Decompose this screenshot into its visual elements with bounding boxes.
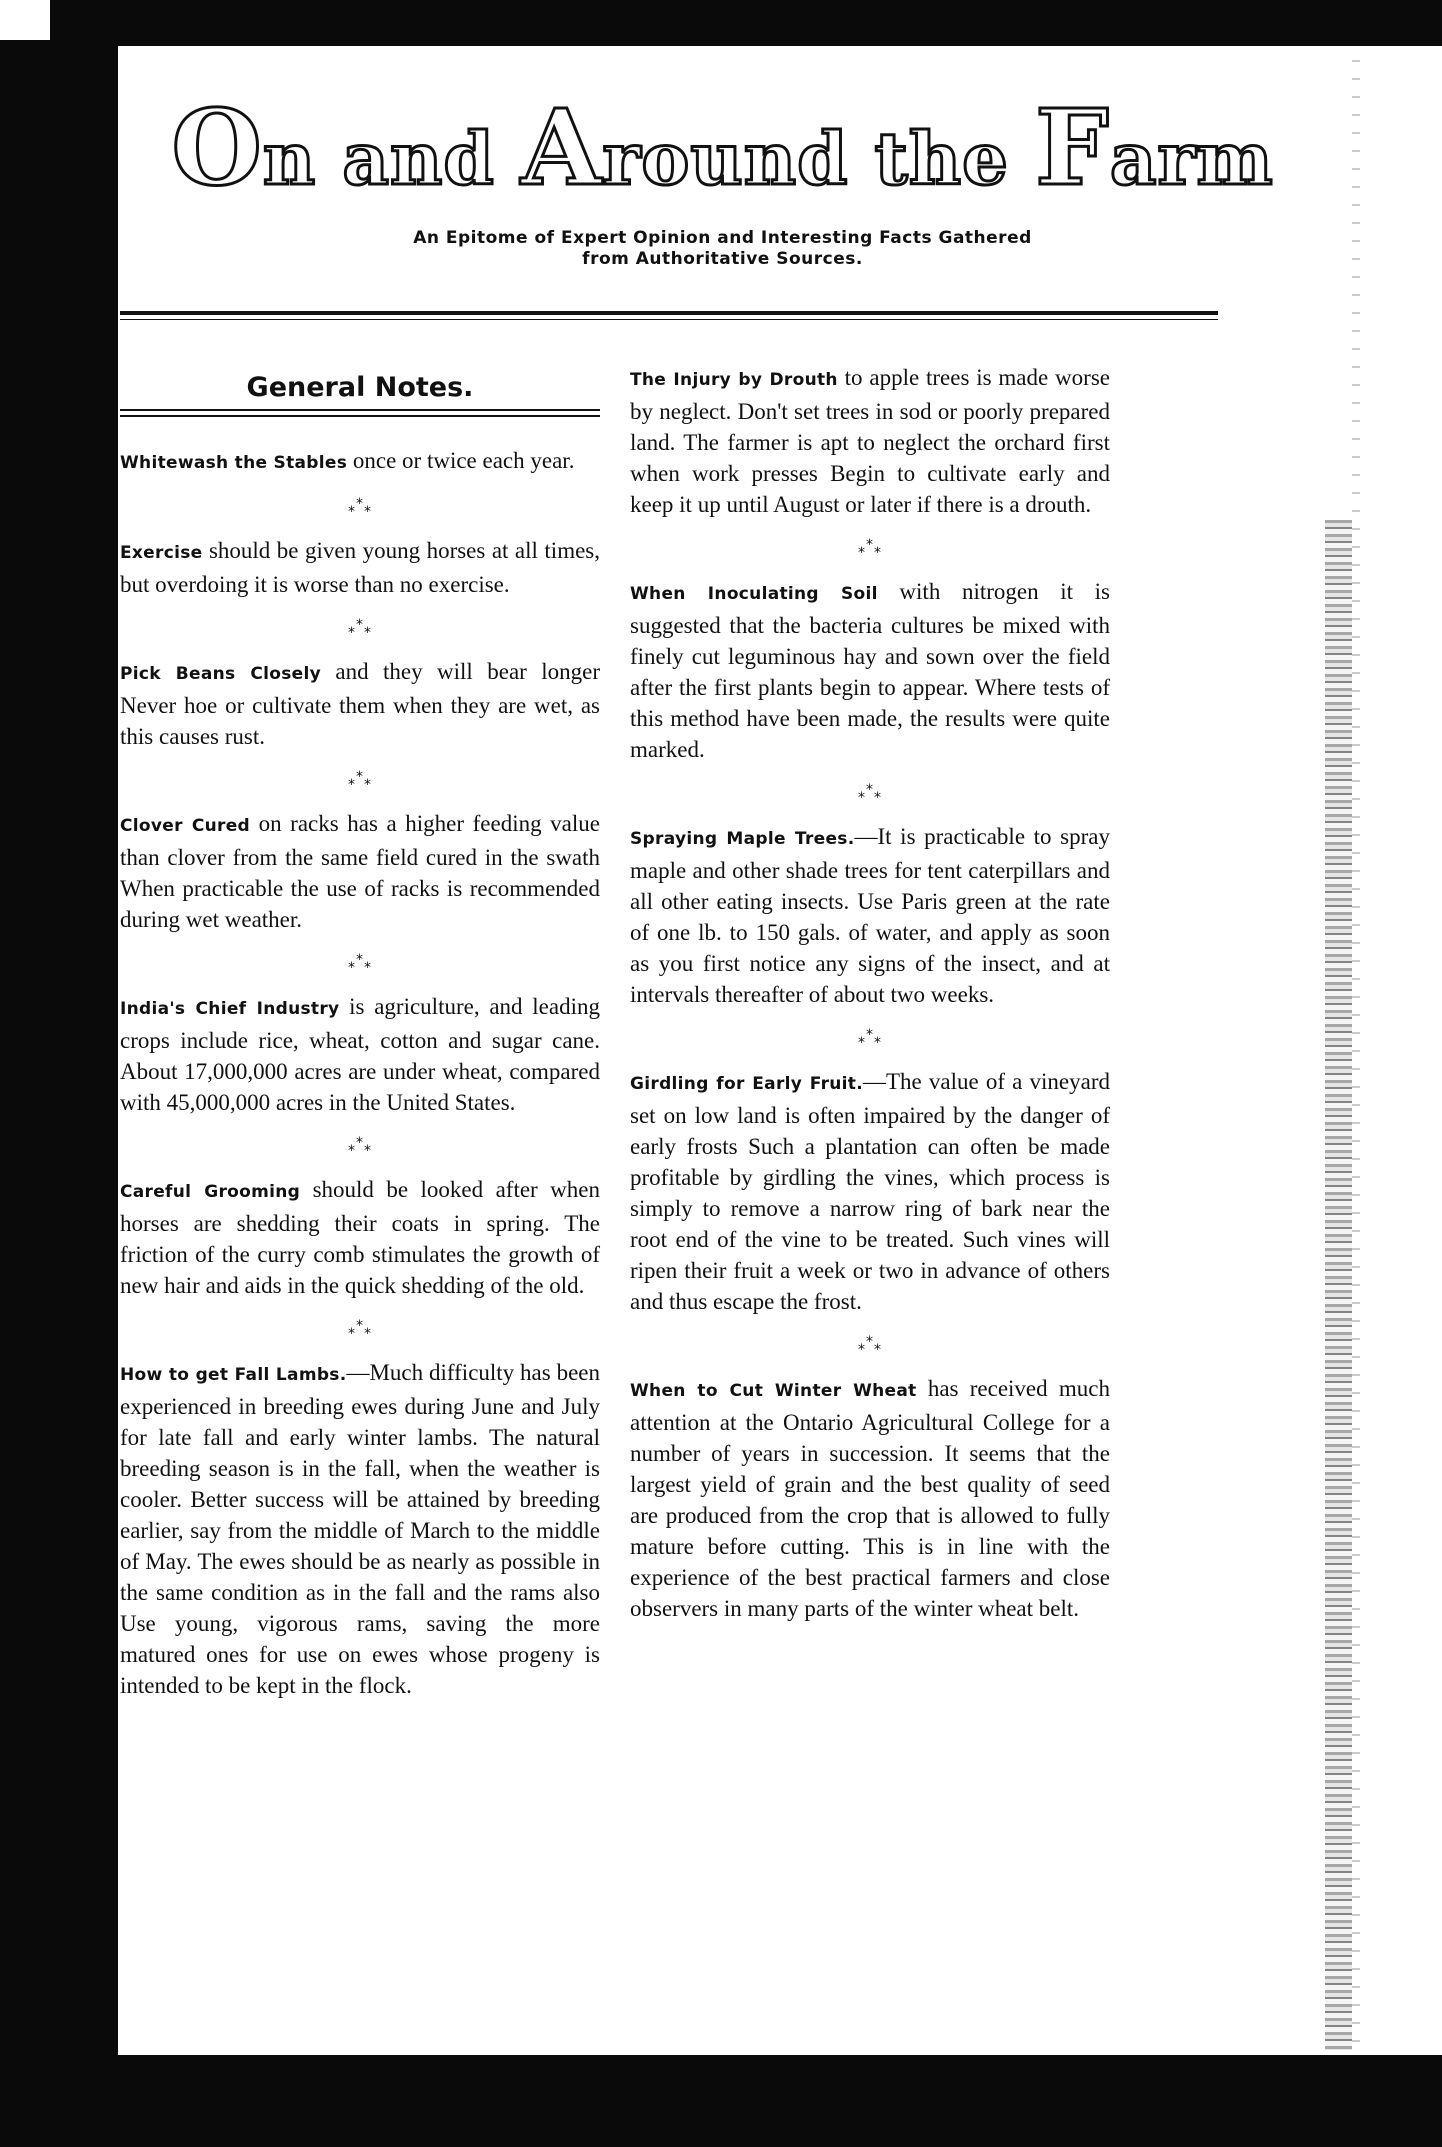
note-text: —The value of a vineyard set on low land is often impaired by the danger of early frosts Such a plantation can often be made profitable by girdling the vines, which process is simply to remove a narrow ring of bark near the root end of the vine to be treated. Such vines will ripen their fruit a week or two in advance of others and thus escape the frost. <box>630 1069 1110 1314</box>
note-lead: Careful Grooming <box>120 1182 301 1202</box>
note-text: should be looked after when horses are shedding their coats in spring. The friction of the curry comb stimulates the growth of new hair and aids in the quick shedding of the old. <box>120 1177 600 1298</box>
note-lead: When Inoculating Soil <box>630 584 878 604</box>
right-notes <box>630 362 1110 1624</box>
note-lead: Pick Beans Closely <box>120 664 321 684</box>
asterism-divider: *** <box>858 782 882 806</box>
note-text: once or twice each year. <box>347 448 575 473</box>
newspaper-page <box>120 46 1325 2051</box>
left-note-6 <box>120 1174 600 1301</box>
asterism-divider: *** <box>858 1334 882 1358</box>
right-note-5 <box>630 1373 1110 1624</box>
asterism-divider: *** <box>348 952 372 976</box>
note-lead: Clover Cured <box>120 816 250 836</box>
scan-border-left <box>0 40 118 2147</box>
asterism-divider: *** <box>348 496 372 520</box>
left-column <box>120 362 600 1701</box>
scan-edge-right <box>1322 520 1352 2050</box>
left-notes <box>120 445 600 1701</box>
note-lead: Exercise <box>120 543 203 563</box>
scan-edge-right-dots <box>1352 60 1360 2050</box>
note-lead: The Injury by Drouth <box>630 370 838 390</box>
note-lead: Whitewash the Stables <box>120 453 348 473</box>
left-note-2 <box>120 535 600 600</box>
asterism-divider: *** <box>858 1027 882 1051</box>
note-lead: Girdling for Early Fruit. <box>630 1074 863 1094</box>
right-note-2 <box>630 576 1110 765</box>
note-text: should be given young horses at all times, but overdoing it is worse than no exercise. <box>120 538 600 597</box>
masthead-title: On and Around the Farm <box>171 86 1274 209</box>
masthead-rule-thin <box>120 319 1218 320</box>
right-note-1 <box>630 362 1110 520</box>
note-text: with nitrogen it is suggested that the bacteria cultures be mixed with finely cut leguminous hay and sown over the field after the first plants begin to appear. Where tests of this method have been made, the results were quite marked. <box>630 579 1110 762</box>
note-lead: Spraying Maple Trees. <box>630 829 855 849</box>
note-text: on racks has a higher feeding value than clover from the same field cured in the swath When practicable the use of racks is recommended during wet weather. <box>120 811 600 932</box>
note-text: to apple trees is made worse by neglect. Don't set trees in sod or poorly prepared land. The farmer is apt to neglect the orchard first when work presses Begin to cultivate early and keep it up until August or later if there is a drouth. <box>630 365 1110 517</box>
note-text: has received much attention at the Ontario Agricultural College for a number of years in succession. It seems that the largest yield of grain and the best quality of seed are produced from the crop that is allowed to fully mature before cutting. This is in line with the experience of the best practical farmers and close observers in many parts of the winter wheat belt. <box>630 1376 1110 1621</box>
masthead <box>120 86 1325 271</box>
right-note-4 <box>630 1066 1110 1317</box>
left-note-5 <box>120 991 600 1118</box>
left-note-1 <box>120 445 600 479</box>
asterism-divider: *** <box>348 1135 372 1159</box>
subtitle-line-2: from Authoritative Sources. <box>582 249 863 270</box>
note-text: and they will bear longer Never hoe or cultivate them when they are wet, as this causes rust. <box>120 659 600 749</box>
asterism-divider: *** <box>348 617 372 641</box>
masthead-rule <box>120 311 1218 315</box>
subtitle-line-1: An Epitome of Expert Opinion and Interesting Facts Gathered <box>413 228 1032 248</box>
right-column <box>630 362 1110 1624</box>
note-text: —Much difficulty has been experienced in breeding ewes during June and July for late fall and early winter lambs. The natural breeding season is in the fall, when the weather is cooler. Better success will be attained by breeding earlier, say from the middle of March to the middle of May. The ewes should be as nearly as possible in the same condition as in the fall and the rams also Use young, vigorous rams, saving the more matured ones for use on ewes whose progeny is intended to be kept in the flock. <box>120 1360 600 1698</box>
left-note-3 <box>120 656 600 752</box>
asterism-divider: *** <box>348 769 372 793</box>
note-lead: When to Cut Winter Wheat <box>630 1381 917 1401</box>
note-text: —It is practicable to spray maple and other shade trees for tent caterpillars and all other eating insects. Use Paris green at the rate of one lb. to 150 gals. of water, and apply as soon as you first notice any signs of the insect, and at intervals thereafter of about two weeks. <box>630 824 1110 1007</box>
note-text: is agriculture, and leading crops include rice, wheat, cotton and sugar cane. About 17,000,000 acres are under wheat, compared with 45,000,000 acres in the United States. <box>120 994 600 1115</box>
masthead-subtitle <box>313 228 1133 271</box>
asterism-divider: *** <box>348 1318 372 1342</box>
asterism-divider: *** <box>858 537 882 561</box>
note-lead: How to get Fall Lambs. <box>120 1365 347 1385</box>
section-heading-rule <box>120 409 600 417</box>
left-note-4 <box>120 808 600 935</box>
note-lead: India's Chief Industry <box>120 999 340 1019</box>
section-heading: General Notes. <box>246 372 474 403</box>
right-note-3 <box>630 821 1110 1010</box>
scan-border-bottom <box>0 2055 1442 2147</box>
scan-border-top <box>50 0 1442 46</box>
left-note-7 <box>120 1357 600 1701</box>
